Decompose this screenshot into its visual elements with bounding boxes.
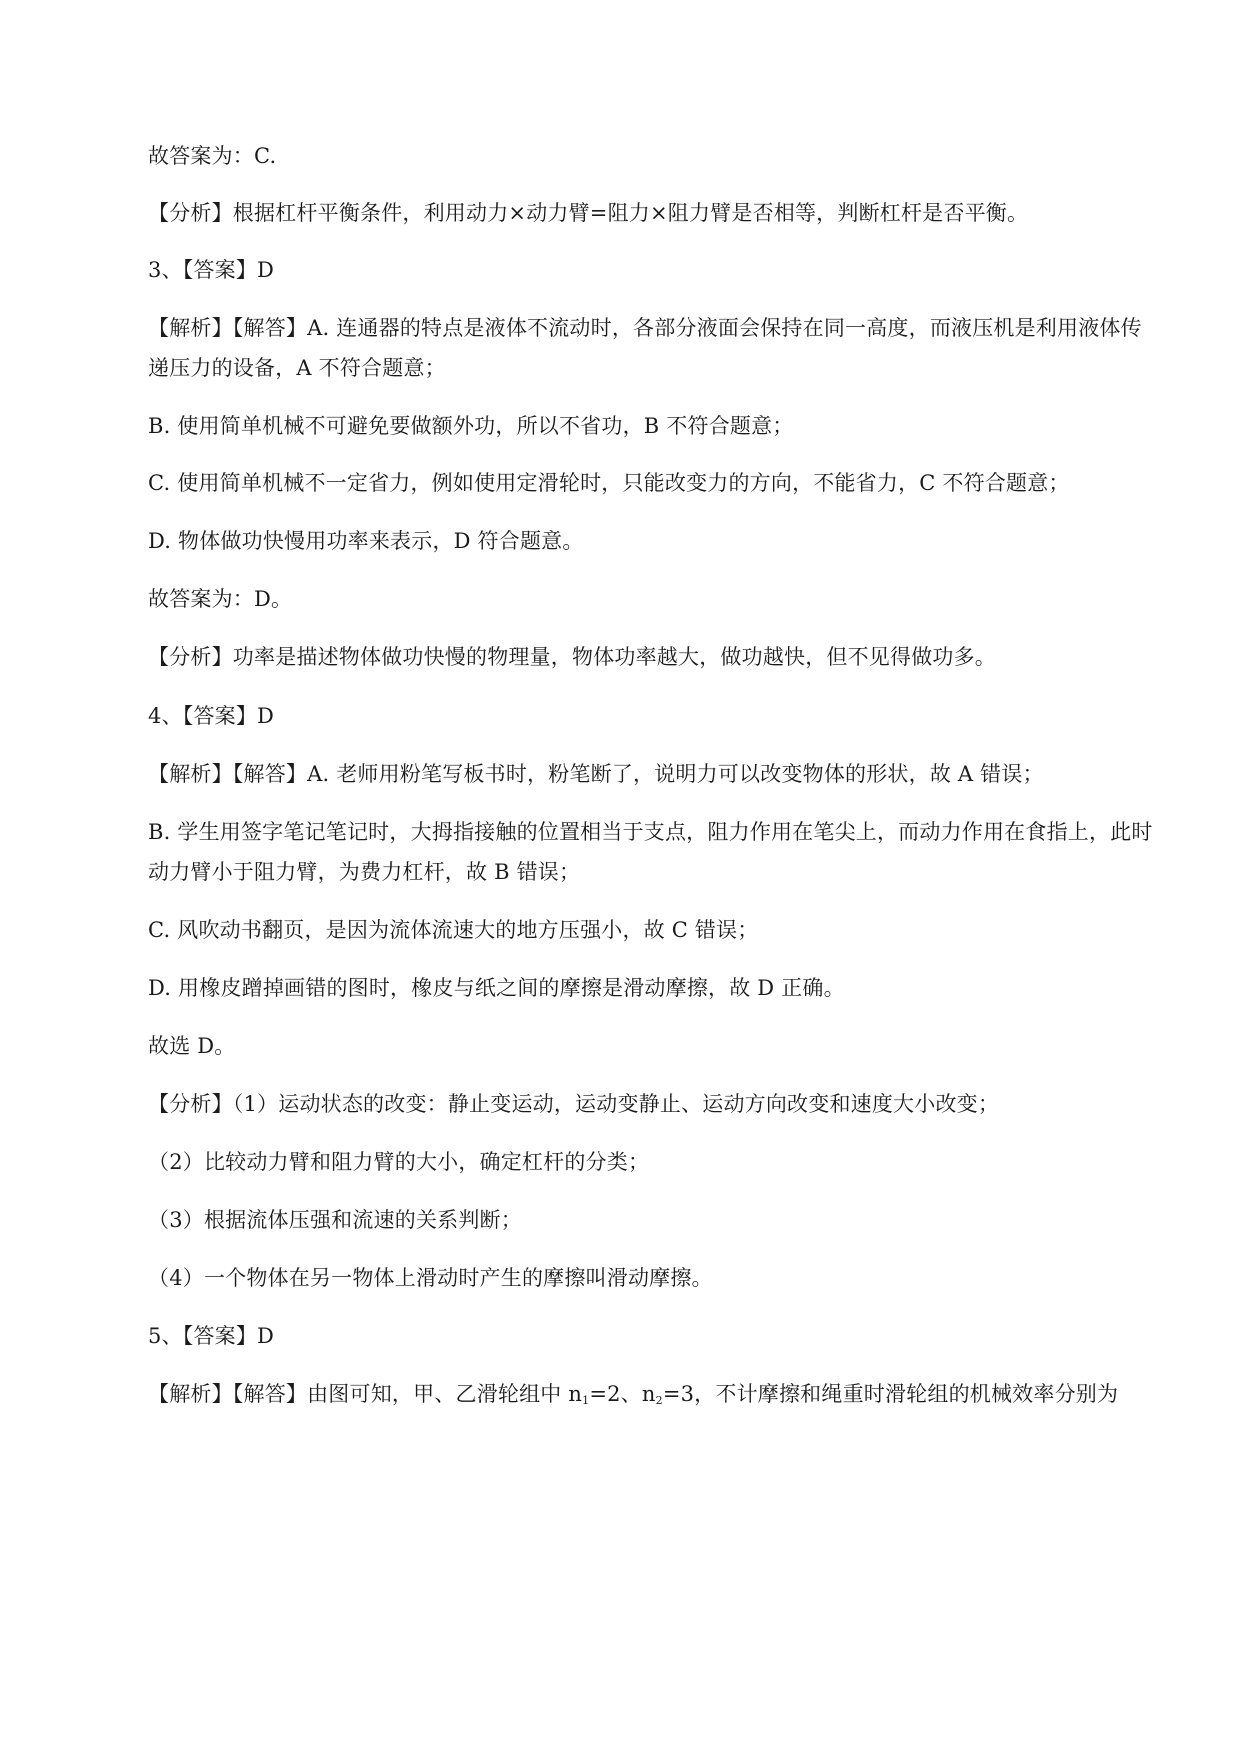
solution-4-b: B. 学生用签字笔记笔记时，大拇指接触的位置相当于支点，阻力作用在笔尖上，而动力作用在食指上，此时动力臂小于阻力臂，为费力杠杆，故 B 错误； xyxy=(148,820,1153,884)
analysis-4-4: （4）一个物体在另一物体上滑动时产生的摩擦叫滑动摩擦。 xyxy=(148,1266,713,1290)
answer-conclusion-3: 故答案为：D。 xyxy=(148,587,293,611)
analysis-4-2: （2）比较动力臂和阻力臂的大小，确定杠杆的分类； xyxy=(148,1150,650,1174)
solution-3-c: C. 使用简单机械不一定省力，例如使用定滑轮时，只能改变力的方向，不能省力，C 不符合题意； xyxy=(148,471,1070,495)
solution-4-d: D. 用橡皮蹭掉画错的图时，橡皮与纸之间的摩擦是滑动摩擦，故 D 正确。 xyxy=(148,976,845,1000)
answer-heading-5: 5、【答案】D xyxy=(148,1324,275,1348)
analysis-3: 【分析】功率是描述物体做功快慢的物理量，物体功率越大，做功越快，但不见得做功多。 xyxy=(148,645,996,669)
answer-conclusion-2: 故答案为：C. xyxy=(148,144,277,168)
solution-5 xyxy=(148,1378,1158,1417)
solution-3-a: 【解析】【解答】A. 连通器的特点是液体不流动时，各部分液面会保持在同一高度，而液压机是利用液体传递压力的设备，A 不符合题意； xyxy=(148,316,1142,380)
answer-heading-3: 3、【答案】D xyxy=(148,258,275,282)
answer-conclusion-4: 故选 D。 xyxy=(148,1034,236,1058)
analysis-4-1: 【分析】（1）运动状态的改变：静止变运动，运动变静止、运动方向改变和速度大小改变； xyxy=(148,1092,1000,1116)
analysis-2: 【分析】根据杠杆平衡条件，利用动力×动力臂=阻力×阻力臂是否相等，判断杠杆是否平衡。 xyxy=(148,201,1029,225)
solution-5-mid: =2、n xyxy=(589,1382,656,1406)
solution-4-a: 【解析】【解答】A. 老师用粉笔写板书时，粉笔断了，说明力可以改变物体的形状，故 A 错误； xyxy=(148,762,1044,786)
analysis-4-3: （3）根据流体压强和流速的关系判断； xyxy=(148,1208,522,1232)
solution-3-d: D. 物体做功快慢用功率来表示，D 符合题意。 xyxy=(148,529,584,553)
solution-3-b: B. 使用简单机械不可避免要做额外功，所以不省功，B 不符合题意； xyxy=(148,414,794,438)
solution-5-prefix: 【解析】【解答】由图可知，甲、乙滑轮组中 n xyxy=(148,1382,583,1406)
solution-4-c: C. 风吹动书翻页，是因为流体流速大的地方压强小，故 C 错误； xyxy=(148,918,759,942)
subscript-1: 1 xyxy=(582,1394,590,1407)
solution-5-suffix: =3，不计摩擦和绳重时滑轮组的机械效率分别为 xyxy=(662,1382,1119,1406)
subscript-2: 2 xyxy=(655,1394,663,1407)
answer-heading-4: 4、【答案】D xyxy=(148,704,275,728)
